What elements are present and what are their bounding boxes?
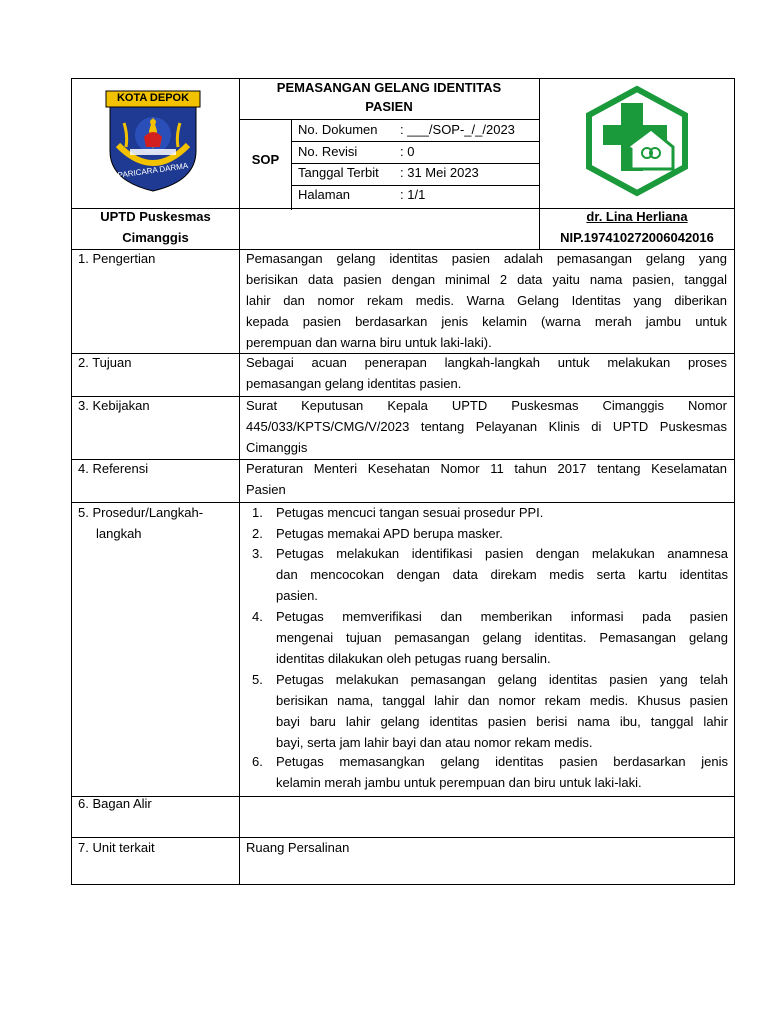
doc-field-value-revisi: : 0 <box>400 144 415 159</box>
text-line: Peraturan Menteri Kesehatan Nomor 11 tahun 2017 tentang Keselamatan <box>246 461 727 476</box>
section-body-referensi <box>246 458 727 500</box>
step-number: 6. <box>252 754 263 769</box>
text-line: bayi, serta jam lahir bayi dan atau nomor rekam medis. <box>276 735 593 750</box>
text-line: perempuan dan warna biru untuk laki-laki). <box>246 335 492 350</box>
text-line: mengenai tujuan pemasangan gelang identitas. Pemasangan gelang <box>276 630 728 645</box>
text-line: 445/033/KPTS/CMG/V/2023 tentang Pelayanan Klinis di UPTD Puskesmas <box>246 419 727 434</box>
document-title-line2: PASIEN <box>365 99 413 114</box>
section-body-tujuan <box>246 352 727 394</box>
section-label-tujuan: 2. Tujuan <box>78 355 132 370</box>
text-line: pasien. <box>276 588 318 603</box>
sop-label: SOP <box>251 152 280 167</box>
section-body-kebijakan <box>246 395 727 458</box>
text-line: berisikan nama, tanggal lahir dan nomor rekam medis. Khusus pasien <box>276 693 728 708</box>
text-line: kepada pasien berdasarkan jenis kelamin (warna merah jambu untuk <box>246 314 727 329</box>
text-line: kelamin merah jambu untuk perempuan dan biru untuk laki-laki. <box>276 775 642 790</box>
text-line: Cimanggis <box>246 440 308 455</box>
org-name-line1: UPTD Puskesmas <box>100 209 211 224</box>
doc-field-value-tanggal: : 31 Mei 2023 <box>400 165 479 180</box>
text-line: Petugas mencuci tangan sesuai prosedur PPI. <box>276 505 544 520</box>
procedure-step-3 <box>246 543 728 606</box>
doc-field-label-revisi: No. Revisi <box>298 144 358 159</box>
step-number: 5. <box>252 672 263 687</box>
text-line: berisikan data pasien dengan minimal 2 data yaitu nama pasien, tanggal <box>246 272 727 287</box>
text-line: lahir dan nomor rekam medis. Warna Gelang Identitas yang diberikan <box>246 293 727 308</box>
text-line: pemasangan gelang identitas pasien. <box>246 376 462 391</box>
procedure-step-6 <box>246 751 728 793</box>
text-line: bayi baru lahir gelang identitas pasien berisi nama ibu, tanggal lahir <box>276 714 728 729</box>
procedure-step-2 <box>246 523 728 544</box>
doc-field-label-nomor: No. Dokumen <box>298 122 378 137</box>
signer-name: dr. Lina Herliana <box>586 209 688 224</box>
logo-motto-text: PARICARA DARMA <box>117 161 189 180</box>
section-label-unit-terkait: 7. Unit terkait <box>78 840 155 855</box>
step-number: 2. <box>252 526 263 541</box>
step-number: 1. <box>252 505 263 520</box>
text-line: Petugas melakukan identifikasi pasien dengan melakukan anamnesa <box>276 546 728 561</box>
signer-nip: NIP.197410272006042016 <box>560 230 714 245</box>
procedure-step-4 <box>246 606 728 669</box>
section-label-prosedur-line2: langkah <box>96 526 142 541</box>
section-body-pengertian <box>246 248 727 353</box>
text-line: Sebagai acuan penerapan langkah-langkah untuk melakukan proses <box>246 355 727 370</box>
text-line: Pemasangan gelang identitas pasien adalah pemasangan gelang yang <box>246 251 727 266</box>
org-name-line2: Cimanggis <box>122 230 189 245</box>
doc-field-label-tanggal: Tanggal Terbit <box>298 165 379 180</box>
procedure-step-1 <box>246 502 728 523</box>
logo-banner-text: KOTA DEPOK <box>116 92 190 104</box>
text-line: Petugas melakukan pemasangan gelang identitas pasien yang telah <box>276 672 728 687</box>
text-line: Petugas memakai APD berupa masker. <box>276 526 503 541</box>
text-line: Petugas memasangkan gelang identitas pasien berdasarkan jenis <box>276 754 728 769</box>
doc-field-value-halaman: : 1/1 <box>400 187 426 202</box>
section-label-pengertian: 1. Pengertian <box>78 251 156 266</box>
section-body-unit-terkait: Ruang Persalinan <box>246 840 350 855</box>
document-title-line1: PEMASANGAN GELANG IDENTITAS <box>276 80 502 95</box>
puskesmas-logo <box>581 85 693 197</box>
text-line: identitas dilakukan oleh petugas ruang bersalin. <box>276 651 551 666</box>
procedure-step-5 <box>246 669 728 753</box>
text-line: Pasien <box>246 482 286 497</box>
text-line: dan mencocokan dengan data direkam medis serta kartu identitas <box>276 567 728 582</box>
section-label-kebijakan: 3. Kebijakan <box>78 398 150 413</box>
text-line: Petugas memverifikasi dan memberikan informasi pada pasien <box>276 609 728 624</box>
doc-field-label-halaman: Halaman <box>298 187 351 202</box>
section-label-bagan-alir: 6. Bagan Alir <box>78 796 152 811</box>
step-number: 3. <box>252 546 263 561</box>
section-label-referensi: 4. Referensi <box>78 461 149 476</box>
doc-field-value-nomor: : ___/SOP-_/_/2023 <box>400 122 515 137</box>
step-number: 4. <box>252 609 263 624</box>
text-line: Surat Keputusan Kepala UPTD Puskesmas Cimanggis Nomor <box>246 398 727 413</box>
section-label-prosedur-line1: 5. Prosedur/Langkah- <box>78 505 204 520</box>
